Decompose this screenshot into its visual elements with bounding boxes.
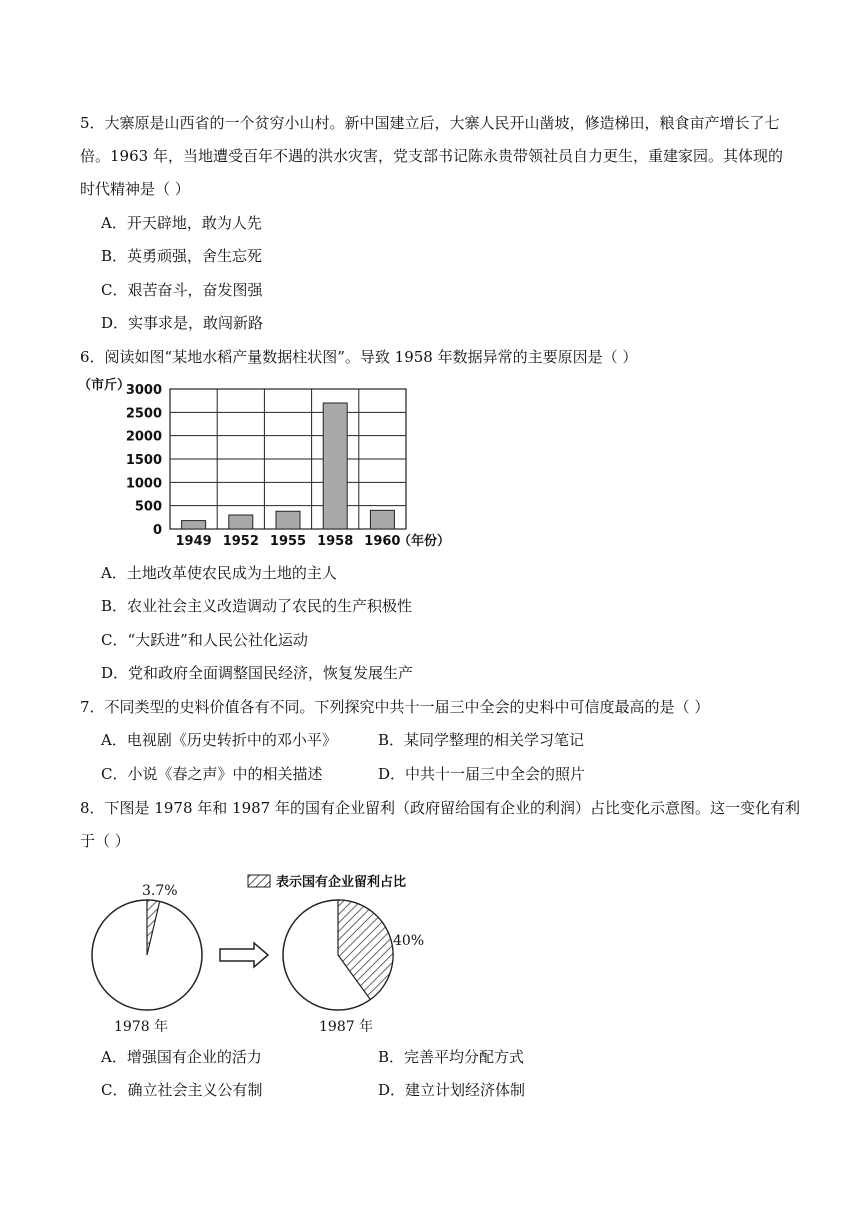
- pie-1987-share-label: 40%: [393, 933, 425, 949]
- q8-option-c: C．确立社会主义公有制: [101, 1081, 263, 1099]
- x-tick-label: 1960: [364, 534, 401, 549]
- q7-option-b: B．某同学整理的相关学习笔记: [378, 731, 585, 749]
- y-tick-label: 1000: [125, 476, 162, 492]
- q6-option-d: D．党和政府全面调整国民经济，恢复发展生产: [101, 664, 414, 682]
- q7-option-a: A．电视剧《历史转折中的邓小平》: [101, 731, 337, 749]
- q6-option-b: B．农业社会主义改造调动了农民的生产积极性: [101, 597, 413, 615]
- q5-option-c: C．艰苦奋斗，奋发图强: [101, 281, 263, 299]
- pie-1978: [92, 900, 202, 1010]
- q8-option-b: B．完善平均分配方式: [378, 1048, 525, 1066]
- q5-option-d: D．实事求是，敢闯新路: [101, 314, 264, 332]
- y-tick-label: 2500: [125, 406, 162, 422]
- q8-option-a: A．增强国有企业的活力: [101, 1048, 262, 1066]
- q7-stem: 7．不同类型的史料价值各有不同。下列探究中共十一届三中全会的史料中可信度最高的是（ ）: [80, 698, 710, 716]
- q5-option-b: B．英勇顽强，舍生忘死: [101, 247, 263, 265]
- bar-1955: [276, 511, 300, 529]
- q5-stem-line-3: 时代精神是（ ）: [80, 180, 190, 198]
- q8-stem-line-1: 8．下图是 1978 年和 1987 年的国有企业留利（政府留给国有企业的利润）占比变化示意图。这一变化有利: [80, 799, 800, 817]
- pie-1987-year-label: 1987 年: [319, 1019, 374, 1035]
- q7-option-c: C．小说《春之声》中的相关描述: [101, 765, 323, 783]
- legend-hatch-swatch: [248, 875, 270, 887]
- q8-stem-line-2: 于（ ）: [80, 832, 130, 850]
- y-tick-label: 1500: [125, 453, 162, 468]
- q5-stem-line-1: 5．大寨原是山西省的一个贫穷小山村。新中国建立后，大寨人民开山凿坡，修造梯田，粮食亩产增长了七: [80, 114, 780, 132]
- x-tick-label: 1949: [175, 534, 212, 549]
- arrow-icon: [220, 943, 268, 967]
- pie-1978-share-label: 3.7%: [142, 883, 178, 899]
- y-axis-unit-label: （市斤）: [78, 378, 131, 393]
- x-tick-label: 1958: [317, 534, 354, 549]
- y-tick-label: 3000: [125, 383, 162, 398]
- y-tick-label: 0: [152, 523, 162, 538]
- pie-1978-year-label: 1978 年: [114, 1019, 169, 1035]
- x-axis-unit-label: （年份）: [398, 534, 451, 549]
- q7-option-d: D．中共十一届三中全会的照片: [378, 765, 586, 783]
- bar-1958: [323, 403, 347, 529]
- pie-legend: [248, 874, 406, 890]
- legend-label: 表示国有企业留利占比: [276, 875, 407, 890]
- rice-yield-bar-chart: [78, 373, 458, 553]
- q5-stem-line-2: 倍。1963 年，当地遭受百年不遇的洪水灾害，党支部书记陈永贵带领社员自力更生，重建家园。其体现的: [80, 147, 783, 165]
- q6-option-c: C．“大跃进”和人民公社化运动: [101, 631, 308, 649]
- q5-option-a: A．开天辟地，敢为人先: [101, 214, 262, 232]
- bar-1960: [370, 510, 394, 529]
- y-tick-label: 500: [134, 499, 162, 515]
- bar-1952: [229, 515, 253, 529]
- x-tick-label: 1955: [269, 534, 307, 549]
- pie-1987: [283, 900, 393, 1010]
- q8-option-d: D．建立计划经济体制: [378, 1081, 526, 1099]
- q6-option-a: A．土地改革使农民成为土地的主人: [101, 564, 337, 582]
- q6-stem: 6．阅读如图“某地水稻产量数据柱状图”。导致 1958 年数据异常的主要原因是（ ）: [80, 348, 638, 366]
- y-tick-label: 2000: [125, 429, 162, 445]
- x-tick-label: 1952: [222, 534, 259, 549]
- retained-profit-pie-charts: [82, 865, 482, 1040]
- bar-1949: [182, 521, 206, 529]
